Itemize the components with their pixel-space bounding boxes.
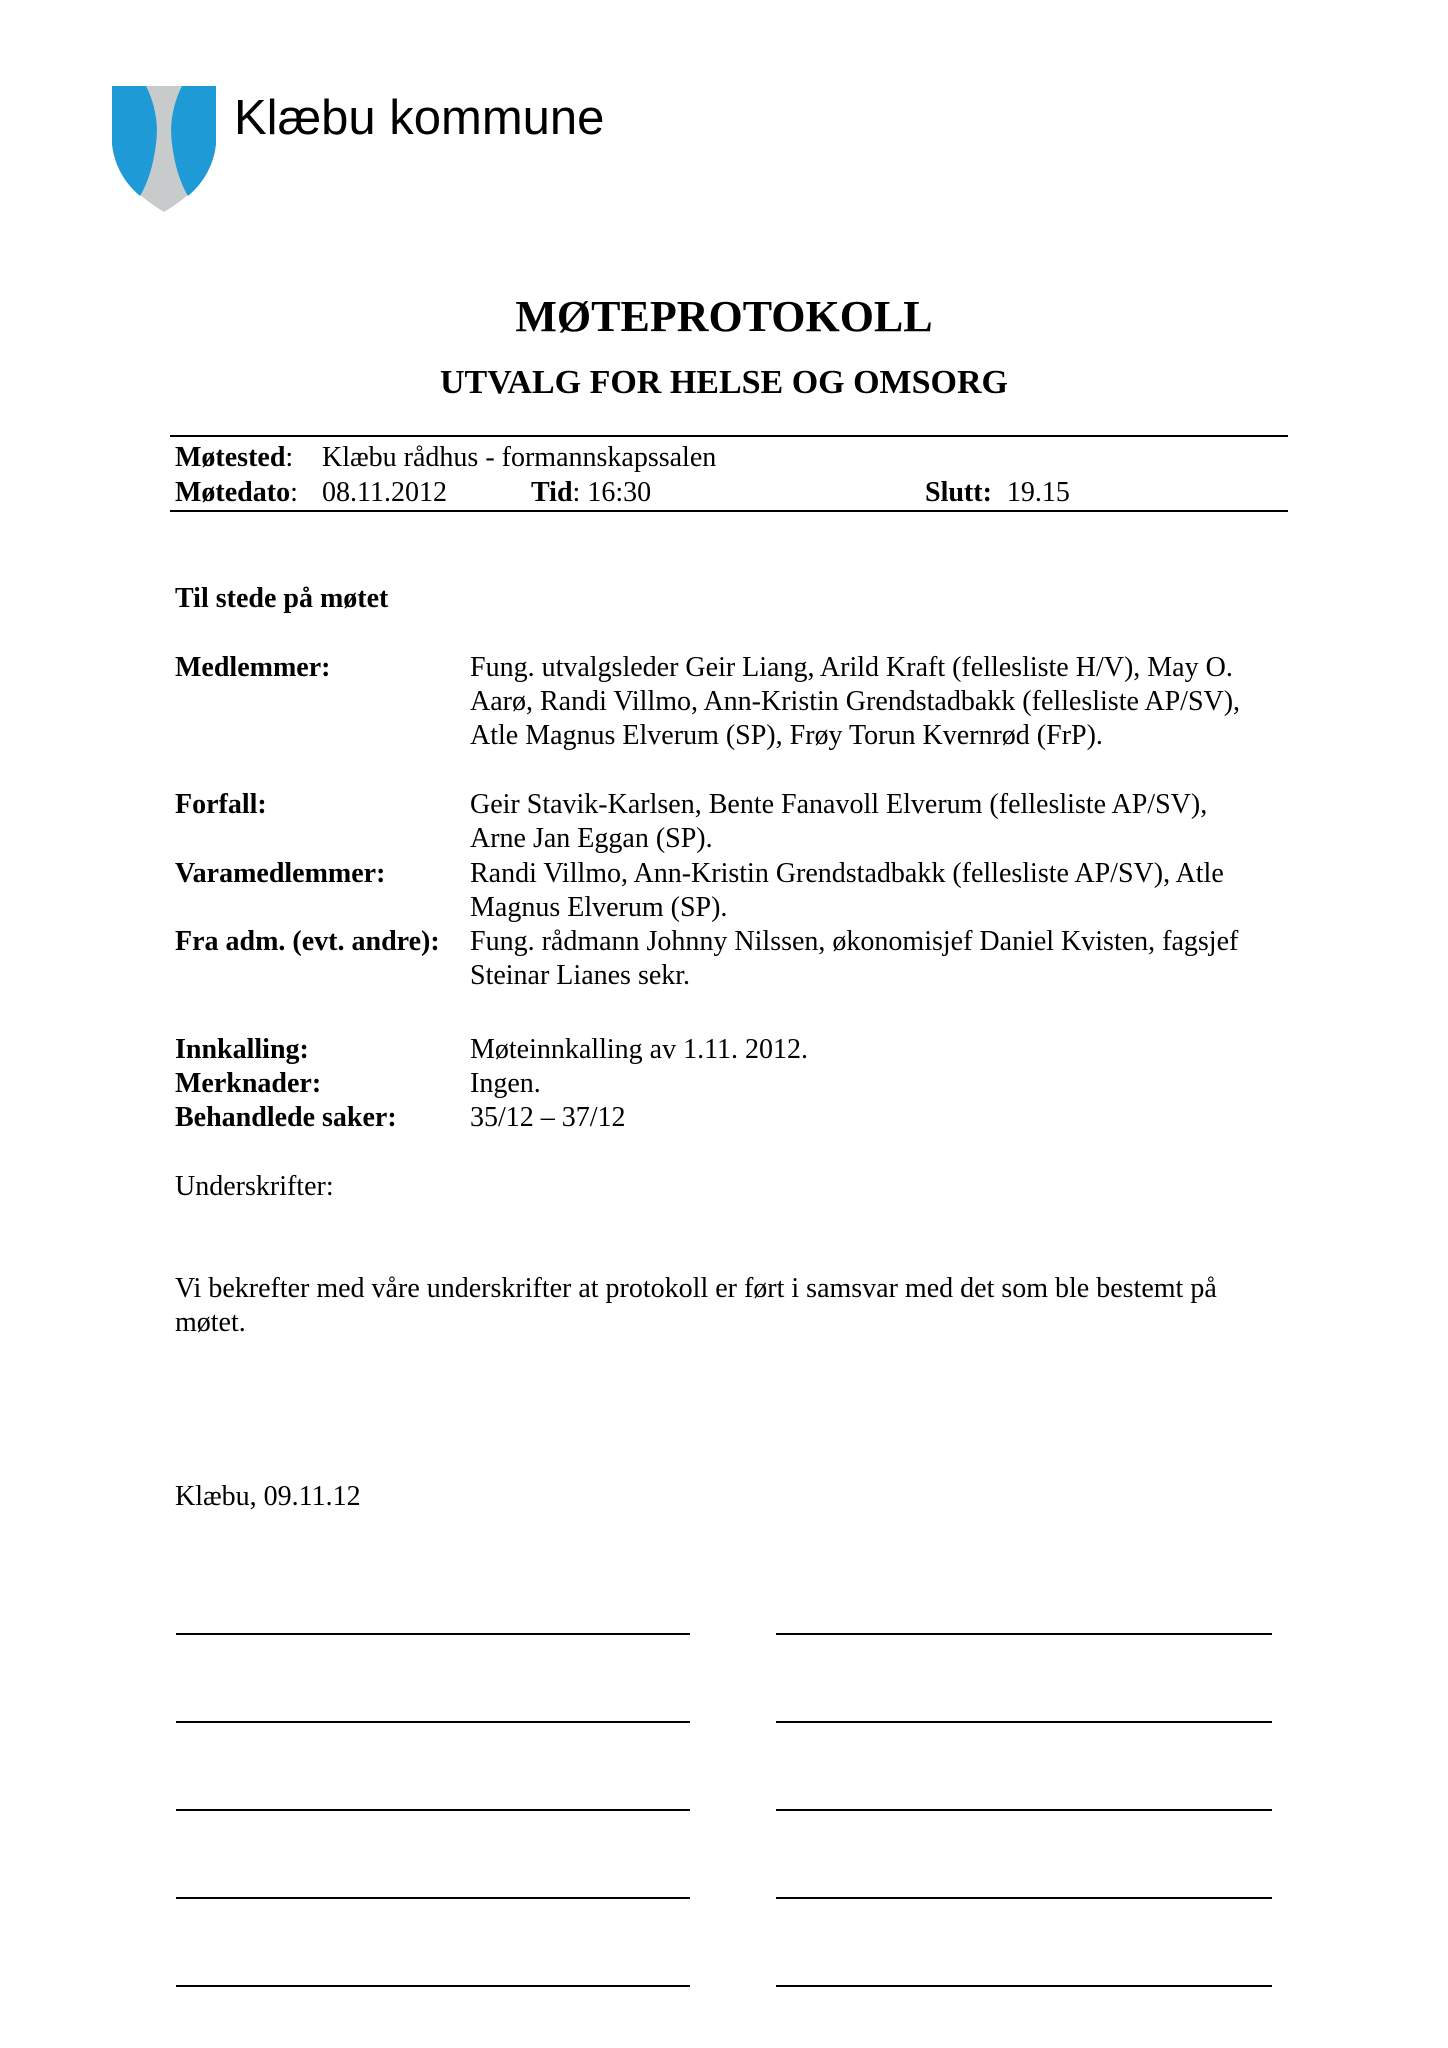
absent-line: Geir Stavik-Karlsen, Bente Fanavoll Elverum (fellesliste AP/SV),: [470, 789, 1208, 820]
invitation-value: Møteinnkalling av 1.11. 2012.: [470, 1034, 809, 1065]
signature-line: [176, 1985, 690, 1987]
members-value: [470, 651, 1300, 753]
cases-value: 35/12 – 37/12: [470, 1102, 626, 1133]
members-line: Aarø, Randi Villmo, Ann-Kristin Grendstadbakk (fellesliste AP/SV),: [470, 686, 1241, 717]
admin-line: Steinar Lianes sekr.: [470, 960, 691, 991]
deputies-label: Varamedlemmer:: [175, 858, 386, 889]
signature-line: [776, 1809, 1272, 1811]
municipal-shield-icon: [110, 84, 218, 214]
signatures-label: Underskrifter:: [175, 1171, 334, 1202]
members-label: Medlemmer:: [175, 652, 331, 683]
signature-line: [776, 1633, 1272, 1635]
admin-line: Fung. rådmann Johnny Nilssen, økonomisjef Daniel Kvisten, fagsjef: [470, 926, 1239, 957]
meeting-place-label: Møtested: [175, 442, 286, 473]
bottom-rule: [170, 510, 1288, 512]
confirmation-text: [175, 1272, 1217, 1340]
meeting-date-value: 08.11.2012: [322, 477, 447, 508]
signature-line: [176, 1897, 690, 1899]
members-line: Atle Magnus Elverum (SP), Frøy Torun Kvernrød (FrP).: [470, 720, 1103, 751]
meeting-end-label: Slutt:: [925, 477, 992, 508]
remarks-value: Ingen.: [470, 1068, 541, 1099]
absent-line: Arne Jan Eggan (SP).: [470, 823, 713, 854]
attendance-heading: Til stede på møtet: [175, 583, 389, 614]
invitation-label: Innkalling:: [175, 1034, 309, 1065]
cases-label: Behandlede saker:: [175, 1102, 397, 1133]
signature-line: [776, 1721, 1272, 1723]
document-subtitle: UTVALG FOR HELSE OG OMSORG: [439, 364, 1009, 401]
meeting-date-label: Møtedato: [175, 477, 291, 508]
place-date: Klæbu, 09.11.12: [175, 1481, 361, 1512]
confirmation-line: møtet.: [175, 1307, 246, 1338]
meeting-time-value: 16:30: [587, 477, 652, 508]
members-line: Fung. utvalgsleder Geir Liang, Arild Kraft (fellesliste H/V), May O.: [470, 652, 1233, 683]
meeting-place-value: Klæbu rådhus - formannskapssalen: [322, 442, 717, 473]
admin-value: [470, 925, 1300, 993]
meeting-end-value: 19.15: [1006, 477, 1070, 508]
top-rule: [170, 435, 1288, 437]
absent-label: Forfall:: [175, 789, 267, 820]
meeting-place-row: Møtested: Klæbu rådhus - formannskapssalen: [175, 442, 717, 473]
deputies-line: Randi Villmo, Ann-Kristin Grendstadbakk (fellesliste AP/SV), Atle: [470, 858, 1224, 889]
absent-value: [470, 788, 1300, 856]
document-title: MØTEPROTOKOLL: [515, 292, 933, 341]
signature-line: [776, 1897, 1272, 1899]
signature-line: [176, 1633, 690, 1635]
remarks-label: Merknader:: [175, 1068, 322, 1099]
signature-line: [176, 1809, 690, 1811]
meeting-time-label: Tid: [531, 477, 573, 508]
confirmation-line: Vi bekrefter med våre underskrifter at protokoll er ført i samsvar med det som ble bestemt på: [175, 1273, 1217, 1304]
deputies-value: [470, 857, 1300, 925]
deputies-line: Magnus Elverum (SP).: [470, 892, 728, 923]
admin-label: Fra adm. (evt. andre):: [175, 926, 440, 957]
signature-line: [176, 1721, 690, 1723]
organization-name: Klæbu kommune: [234, 91, 605, 145]
signature-line: [776, 1985, 1272, 1987]
meeting-date-row: Møtedato: 08.11.2012 Tid: 16:30 Slutt: 19.15: [175, 477, 1070, 508]
